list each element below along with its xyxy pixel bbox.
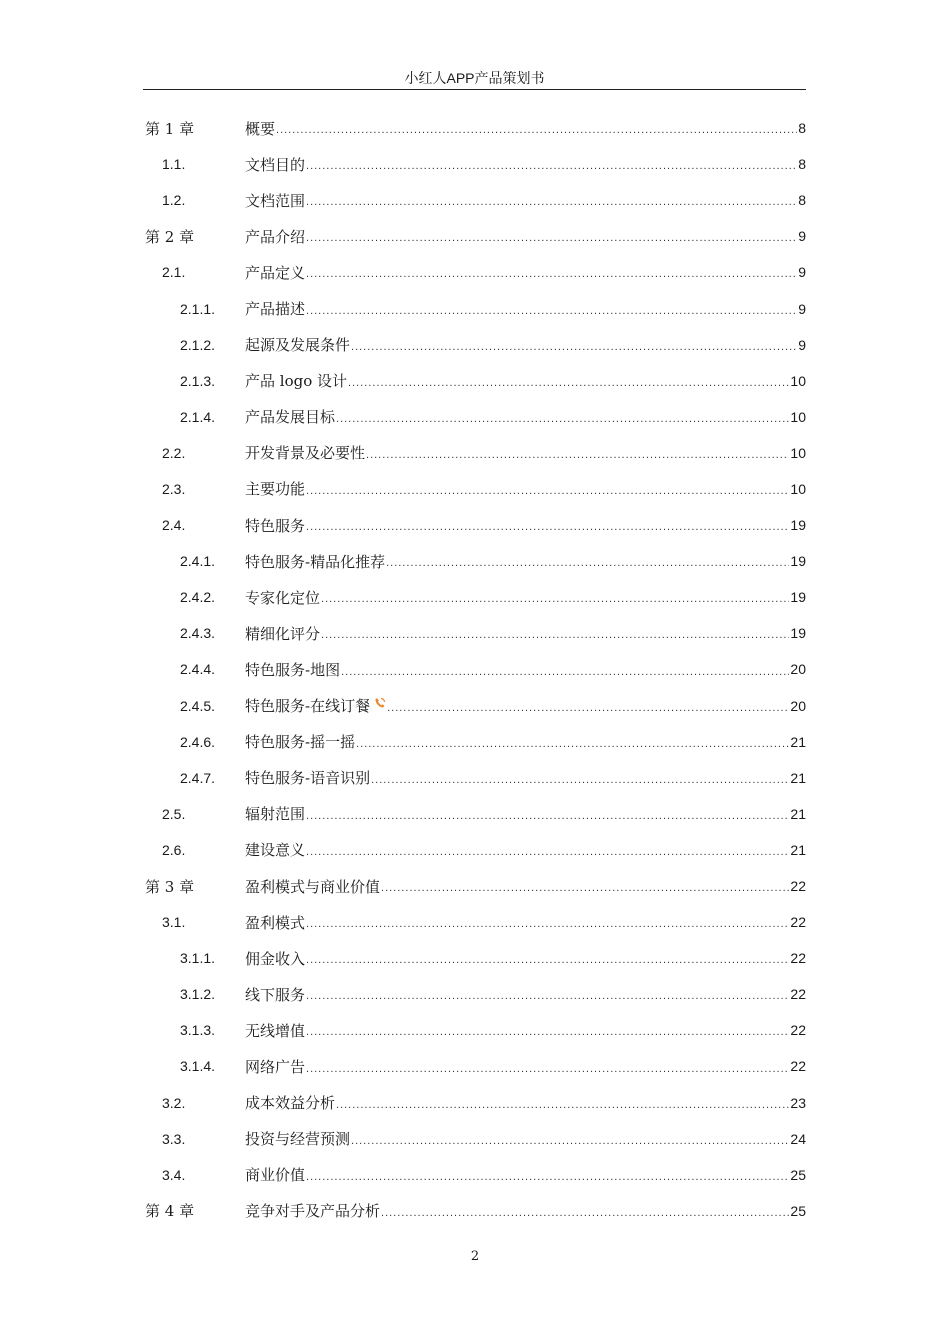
toc-entry-title-text: 特色服务-摇一摇 [245, 733, 356, 752]
toc-entry-title [245, 695, 386, 716]
toc-entry-title [245, 767, 370, 788]
toc-leader-dots [381, 1207, 789, 1229]
toc-entry-page: 25 [790, 1202, 806, 1219]
toc-entry-title-text: 文档范围 [245, 191, 306, 210]
toc-entry-title [245, 226, 305, 247]
toc-entry-title-text: 产品 logo 设计 [245, 372, 347, 391]
toc-entry-title [245, 406, 335, 427]
toc-entry[interactable] [145, 290, 806, 326]
toc-entry-page: 9 [798, 300, 806, 317]
toc-entry[interactable] [145, 435, 806, 471]
toc-entry-title [245, 298, 305, 319]
toc-entry-page: 22 [790, 1058, 806, 1075]
toc-entry-title [245, 839, 305, 860]
toc-entry[interactable] [145, 1121, 806, 1157]
toc-entry-page: 9 [798, 336, 806, 353]
toc-entry-number: 3.1.4. [180, 1058, 216, 1075]
toc-entry-page: 22 [790, 914, 806, 931]
toc-entry-title [245, 551, 385, 572]
toc-entry[interactable] [145, 182, 806, 218]
toc-entry-title-text: 特色服务 [245, 516, 306, 535]
toc-leader-dots [381, 882, 789, 904]
toc-entry-title [245, 1020, 305, 1041]
toc-entry[interactable] [145, 146, 806, 182]
toc-entry-title [245, 1092, 335, 1113]
toc-entry-number: 第 2 章 [145, 227, 195, 246]
toc-entry-page: 22 [790, 878, 806, 895]
toc-entry-title [245, 876, 380, 897]
toc-entry-title-text: 盈利模式 [245, 913, 306, 932]
toc-entry-title-text: 特色服务-精品化推荐 [245, 552, 386, 571]
toc-entry-number: 3.1.3. [180, 1022, 216, 1039]
toc-leader-dots [306, 485, 789, 507]
toc-entry[interactable] [145, 218, 806, 254]
toc-entry[interactable] [145, 254, 806, 290]
toc-entry-number: 2.5. [162, 805, 186, 822]
toc-entry-title-text: 线下服务 [245, 985, 306, 1004]
toc-entry-title-text: 竞争对手及产品分析 [245, 1202, 381, 1221]
toc-entry-title [245, 515, 305, 536]
page-header: 小红人APP产品策划书 [143, 68, 806, 90]
toc-entry-page: 20 [790, 697, 806, 714]
toc-entry-title [245, 948, 305, 969]
toc-entry[interactable] [145, 543, 806, 579]
toc-entry-page: 19 [790, 589, 806, 606]
toc-entry-page: 22 [790, 986, 806, 1003]
toc-entry[interactable] [145, 976, 806, 1012]
toc-entry-title-text: 产品发展目标 [245, 408, 336, 427]
toc-entry-number: 3.4. [162, 1166, 186, 1183]
toc-leader-dots [356, 738, 789, 760]
toc-entry-number: 2.1.3. [180, 372, 216, 389]
toc-leader-dots [306, 232, 797, 254]
toc-entry[interactable] [145, 363, 806, 399]
toc-entry-number: 2.4.3. [180, 625, 216, 642]
toc-entry-title [245, 370, 347, 391]
toc-entry-title-text: 主要功能 [245, 480, 306, 499]
toc-entry-title [245, 1200, 380, 1221]
toc-entry-title [245, 190, 305, 211]
toc-leader-dots [306, 954, 789, 976]
toc-entry-page: 9 [798, 228, 806, 245]
toc-entry-page: 10 [790, 372, 806, 389]
toc-entry-number: 2.2. [162, 444, 186, 461]
toc-entry-title-text: 网络广告 [245, 1057, 306, 1076]
toc-leader-dots [351, 341, 797, 363]
toc-entry-number: 2.6. [162, 841, 186, 858]
toc-entry-number: 第 4 章 [145, 1202, 195, 1221]
toc-entry-page: 19 [790, 553, 806, 570]
toc-entry[interactable] [145, 1012, 806, 1048]
toc-entry-page: 10 [790, 408, 806, 425]
toc-entry-title [245, 912, 305, 933]
toc-entry-number: 2.1.2. [180, 336, 216, 353]
toc-entry-page: 8 [798, 192, 806, 209]
toc-leader-dots [306, 196, 797, 218]
toc-entry-title-text: 成本效益分析 [245, 1094, 336, 1113]
toc-entry-title [245, 154, 305, 175]
toc-leader-dots [336, 413, 789, 435]
toc-entry[interactable] [145, 760, 806, 796]
toc-entry-number: 3.2. [162, 1094, 186, 1111]
toc-entry-title-text: 产品介绍 [245, 227, 306, 246]
toc-entry-title-text: 起源及发展条件 [245, 336, 351, 355]
toc-entry-title-text: 概要 [245, 119, 276, 138]
toc-entry[interactable] [145, 615, 806, 651]
toc-entry-page: 9 [798, 264, 806, 281]
toc-entry-title-text: 建设意义 [245, 841, 306, 860]
toc-entry-page: 22 [790, 950, 806, 967]
toc-entry-title [245, 984, 305, 1005]
toc-leader-dots [351, 1135, 789, 1157]
toc-leader-dots [371, 774, 789, 796]
toc-entry-title-text: 产品描述 [245, 300, 306, 319]
toc-entry[interactable] [145, 940, 806, 976]
toc-entry-title [245, 803, 305, 824]
toc-entry-title [245, 1128, 350, 1149]
toc-entry-number: 3.3. [162, 1130, 186, 1147]
toc-entry-page: 25 [790, 1166, 806, 1183]
toc-entry[interactable] [145, 651, 806, 687]
toc-leader-dots [321, 593, 789, 615]
toc-entry-title-text: 特色服务-地图 [245, 660, 341, 679]
toc-entry-title-text: 无线增值 [245, 1021, 306, 1040]
toc-leader-dots [321, 629, 789, 651]
toc-entry-number: 第 1 章 [145, 119, 195, 138]
toc-entry-page: 21 [790, 841, 806, 858]
toc-leader-dots [306, 1063, 789, 1085]
toc-entry[interactable] [145, 1048, 806, 1084]
toc-leader-dots [336, 1099, 789, 1121]
toc-entry-title-text: 精细化评分 [245, 624, 321, 643]
toc-entry-title-text: 开发背景及必要性 [245, 444, 366, 463]
toc-entry-number: 2.4.5. [180, 697, 216, 714]
toc-leader-dots [366, 449, 789, 471]
toc-entry-number: 1.1. [162, 156, 186, 173]
toc-entry-title [245, 1056, 305, 1077]
toc-entry[interactable] [145, 471, 806, 507]
toc-entry-title [245, 478, 305, 499]
toc-entry-page: 10 [790, 480, 806, 497]
toc-entry-number: 2.1. [162, 264, 186, 281]
toc-entry-title [245, 118, 275, 139]
toc-entry-page: 10 [790, 444, 806, 461]
toc-entry[interactable] [145, 579, 806, 615]
toc-entry-title-text: 产品定义 [245, 263, 306, 282]
toc-entry-number: 1.2. [162, 192, 186, 209]
toc-entry[interactable] [145, 904, 806, 940]
toc-leader-dots [348, 377, 789, 399]
toc-entry-number: 2.4. [162, 517, 186, 534]
toc-leader-dots [306, 990, 789, 1012]
toc-entry-page: 19 [790, 625, 806, 642]
toc-entry[interactable] [145, 724, 806, 760]
toc-entry-number: 2.1.4. [180, 408, 216, 425]
toc-leader-dots [306, 521, 789, 543]
toc-entry-number: 3.1.1. [180, 950, 216, 967]
toc-entry[interactable] [145, 1193, 806, 1229]
toc-entry[interactable] [145, 110, 806, 146]
toc-leader-dots [306, 1026, 789, 1048]
toc-entry[interactable] [145, 1085, 806, 1121]
toc-entry-number: 3.1. [162, 914, 186, 931]
table-of-contents [145, 110, 806, 1229]
toc-leader-dots [341, 666, 789, 688]
toc-entry-number: 第 3 章 [145, 877, 195, 896]
toc-leader-dots [306, 160, 797, 182]
toc-entry[interactable] [145, 868, 806, 904]
toc-entry-page: 21 [790, 733, 806, 750]
toc-entry-number: 2.1.1. [180, 300, 216, 317]
toc-entry-title [245, 1164, 305, 1185]
toc-entry-title-text: 特色服务-在线订餐 [245, 697, 371, 716]
toc-entry-page: 21 [790, 805, 806, 822]
toc-leader-dots [387, 702, 789, 724]
toc-entry-number: 2.4.4. [180, 661, 216, 678]
toc-leader-dots [306, 305, 797, 327]
toc-leader-dots [386, 557, 789, 579]
toc-entry-number: 2.4.6. [180, 733, 216, 750]
toc-entry-number: 2.4.1. [180, 553, 216, 570]
toc-entry-title [245, 659, 340, 680]
toc-leader-dots [306, 846, 789, 868]
phone-icon [374, 697, 386, 709]
toc-leader-dots [306, 268, 797, 290]
toc-entry-number: 2.3. [162, 480, 186, 497]
toc-entry-page: 19 [790, 517, 806, 534]
toc-entry-page: 24 [790, 1130, 806, 1147]
toc-entry-title-text: 辐射范围 [245, 805, 306, 824]
toc-entry-page: 8 [798, 156, 806, 173]
toc-entry-title [245, 262, 305, 283]
toc-entry-title-text: 专家化定位 [245, 588, 321, 607]
toc-leader-dots [306, 1171, 789, 1193]
toc-entry-title [245, 442, 365, 463]
toc-entry-page: 21 [790, 769, 806, 786]
toc-entry-title [245, 334, 350, 355]
toc-entry-number: 3.1.2. [180, 986, 216, 1003]
toc-entry-page: 8 [798, 120, 806, 137]
toc-entry-title-text: 特色服务-语音识别 [245, 769, 371, 788]
toc-entry-title [245, 623, 320, 644]
toc-entry-page: 22 [790, 1022, 806, 1039]
toc-entry-title-text: 佣金收入 [245, 949, 306, 968]
toc-leader-dots [306, 918, 789, 940]
toc-entry-title-text: 商业价值 [245, 1166, 306, 1185]
toc-entry[interactable] [145, 832, 806, 868]
toc-entry-title [245, 587, 320, 608]
toc-entry[interactable] [145, 399, 806, 435]
toc-leader-dots [276, 124, 797, 146]
toc-entry-page: 20 [790, 661, 806, 678]
toc-entry-number: 2.4.7. [180, 769, 216, 786]
toc-leader-dots [306, 810, 789, 832]
toc-entry-number: 2.4.2. [180, 589, 216, 606]
toc-entry[interactable] [145, 507, 806, 543]
toc-entry[interactable] [145, 327, 806, 363]
page-number: 2 [470, 1249, 480, 1264]
toc-entry-title-text: 文档目的 [245, 155, 306, 174]
toc-entry[interactable] [145, 688, 806, 724]
toc-entry-title-text: 投资与经营预测 [245, 1130, 351, 1149]
toc-entry-title [245, 731, 355, 752]
toc-entry[interactable] [145, 796, 806, 832]
toc-entry-title-text: 盈利模式与商业价值 [245, 877, 381, 896]
toc-entry[interactable] [145, 1157, 806, 1193]
toc-entry-page: 23 [790, 1094, 806, 1111]
